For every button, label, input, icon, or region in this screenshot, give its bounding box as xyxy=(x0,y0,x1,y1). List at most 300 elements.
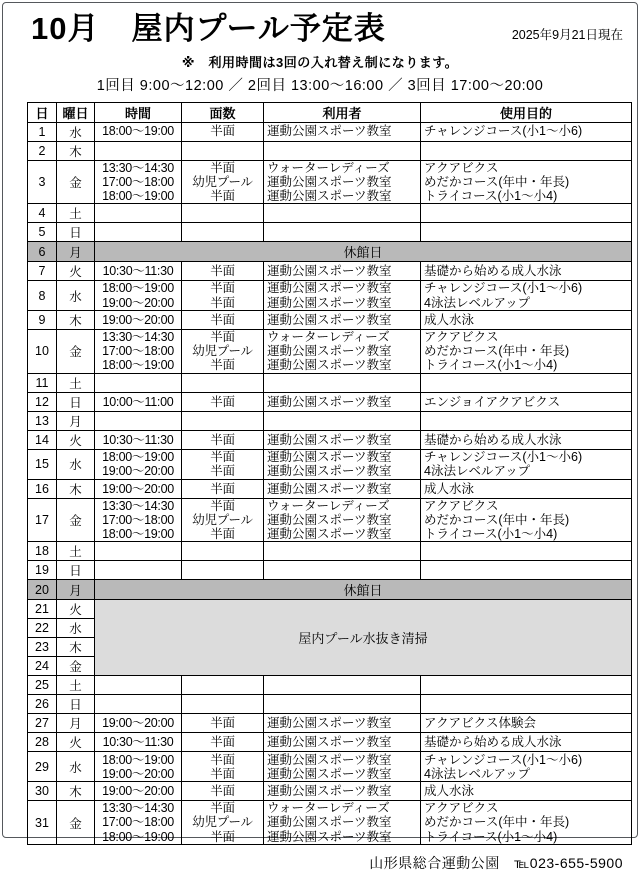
time-cell xyxy=(95,330,182,374)
weekday-cell: 水 xyxy=(57,752,95,782)
day-cell: 24 xyxy=(28,657,57,676)
user-text: 運動公園スポーツ教室 xyxy=(267,432,392,447)
user-text: 運動公園スポーツ教室 xyxy=(267,716,392,731)
table-row xyxy=(28,204,632,223)
closed-cell: 休館日 xyxy=(95,242,632,262)
time-cell xyxy=(95,695,182,714)
user-cell xyxy=(264,281,421,311)
area-cell xyxy=(182,411,264,430)
purpose-cell xyxy=(421,141,632,160)
area-text: 半面 xyxy=(210,766,235,781)
table-row xyxy=(28,676,632,695)
weekday-cell: 日 xyxy=(57,223,95,242)
user-text: 運動公園スポーツ教室 xyxy=(267,188,392,203)
purpose-cell xyxy=(421,311,632,330)
area-text: 半面 xyxy=(210,527,235,542)
time-cell xyxy=(95,449,182,479)
table-row xyxy=(28,122,632,141)
table-row xyxy=(28,411,632,430)
table-row xyxy=(28,430,632,449)
user-text: 運動公園スポーツ教室 xyxy=(267,124,392,139)
purpose-text: チャレンジコース(小1～小6) xyxy=(424,281,583,296)
area-cell xyxy=(182,801,264,845)
area-text: 幼児プール xyxy=(192,815,253,830)
purpose-text: 基礎から始める成人水泳 xyxy=(424,735,562,750)
day-cell: 25 xyxy=(28,676,57,695)
area-cell xyxy=(182,373,264,392)
area-cell xyxy=(182,392,264,411)
user-cell xyxy=(264,676,421,695)
time-text: 19:00～20:00 xyxy=(102,313,174,328)
user-cell xyxy=(264,330,421,374)
day-cell: 13 xyxy=(28,411,57,430)
area-text: 幼児プール xyxy=(192,512,253,527)
table-row xyxy=(28,223,632,242)
user-text: 運動公園スポーツ教室 xyxy=(267,784,392,799)
user-text: 運動公園スポーツ教室 xyxy=(267,281,392,296)
purpose-cell xyxy=(421,160,632,204)
table-row xyxy=(28,498,632,542)
time-text: 19:00～20:00 xyxy=(102,464,174,479)
purpose-text: 成人水泳 xyxy=(424,784,475,799)
time-text: 13:30～14:30 xyxy=(102,330,174,345)
time-text: 19:00～20:00 xyxy=(102,784,174,799)
table-row xyxy=(28,262,632,281)
purpose-cell xyxy=(421,695,632,714)
time-cell xyxy=(95,311,182,330)
time-text: 18:00～19:00 xyxy=(102,358,174,373)
day-cell: 21 xyxy=(28,600,57,619)
time-text: 17:00～18:00 xyxy=(102,344,174,359)
area-text: 半面 xyxy=(210,432,235,447)
table-row xyxy=(28,733,632,752)
table-row xyxy=(28,580,632,600)
weekday-cell: 火 xyxy=(57,600,95,619)
purpose-cell xyxy=(421,676,632,695)
area-cell xyxy=(182,714,264,733)
purpose-text: アクアビクス xyxy=(424,498,499,513)
area-cell xyxy=(182,542,264,561)
footer-contact: 山形県総合運動公園 ℡023-655-5900 xyxy=(369,854,623,871)
weekday-cell: 月 xyxy=(57,411,95,430)
header-cell: 時間 xyxy=(95,102,182,122)
weekday-cell: 月 xyxy=(57,242,95,262)
weekday-cell: 火 xyxy=(57,262,95,281)
day-cell: 30 xyxy=(28,782,57,801)
weekday-cell: 水 xyxy=(57,281,95,311)
table-row xyxy=(28,373,632,392)
table-row xyxy=(28,561,632,580)
table-row xyxy=(28,479,632,498)
time-text: 10:00～11:00 xyxy=(102,394,174,409)
weekday-cell: 木 xyxy=(57,479,95,498)
purpose-text: アクアビクス xyxy=(424,330,499,345)
user-cell xyxy=(264,392,421,411)
area-cell xyxy=(182,122,264,141)
user-cell xyxy=(264,160,421,204)
header-cell: 利用者 xyxy=(264,102,421,122)
day-cell: 31 xyxy=(28,801,57,845)
purpose-cell xyxy=(421,714,632,733)
area-cell xyxy=(182,204,264,223)
purpose-text: チャレンジコース(小1～小6) xyxy=(424,752,583,767)
purpose-cell xyxy=(421,411,632,430)
area-text: 半面 xyxy=(210,498,235,513)
day-cell: 15 xyxy=(28,449,57,479)
time-cell xyxy=(95,262,182,281)
purpose-text: トライコース(小1～小4) xyxy=(424,358,558,373)
time-cell xyxy=(95,411,182,430)
user-text: ウォーターレディーズ xyxy=(267,160,390,175)
table-row xyxy=(28,141,632,160)
area-text: 幼児プール xyxy=(192,344,253,359)
user-text: 運動公園スポーツ教室 xyxy=(267,464,392,479)
time-text: 10:30～11:30 xyxy=(102,264,174,279)
header-cell: 使用目的 xyxy=(421,102,632,122)
purpose-text: めだかコース(年中・年長) xyxy=(424,174,570,189)
user-text: 運動公園スポーツ教室 xyxy=(267,264,392,279)
time-cell xyxy=(95,430,182,449)
purpose-cell xyxy=(421,392,632,411)
time-cell xyxy=(95,733,182,752)
user-text: ウォーターレディーズ xyxy=(267,330,390,345)
purpose-text: エンジョイアクアビクス xyxy=(424,394,561,409)
time-cell xyxy=(95,498,182,542)
area-cell xyxy=(182,430,264,449)
user-cell xyxy=(264,542,421,561)
time-cell xyxy=(95,676,182,695)
time-cell xyxy=(95,281,182,311)
time-text: 18:00～19:00 xyxy=(102,124,174,139)
day-cell: 6 xyxy=(28,242,57,262)
purpose-text: 4泳法レベルアップ xyxy=(424,766,531,781)
day-cell: 11 xyxy=(28,373,57,392)
time-text: 18:00～19:00 xyxy=(102,829,174,844)
time-text: 10:30～11:30 xyxy=(102,735,174,750)
user-cell xyxy=(264,262,421,281)
session-times: 1回目 9:00～12:00 ／ 2回目 13:00～16:00 ／ 3回目 17:00～20:00 xyxy=(96,77,544,94)
user-text: 運動公園スポーツ教室 xyxy=(267,829,392,844)
day-cell: 23 xyxy=(28,638,57,657)
area-text: 半面 xyxy=(210,801,235,816)
user-cell xyxy=(264,479,421,498)
purpose-cell xyxy=(421,281,632,311)
area-text: 半面 xyxy=(210,735,235,750)
area-cell xyxy=(182,141,264,160)
area-text: 半面 xyxy=(210,313,235,328)
purpose-cell xyxy=(421,752,632,782)
day-cell: 5 xyxy=(28,223,57,242)
user-cell xyxy=(264,498,421,542)
time-cell xyxy=(95,714,182,733)
user-text: 運動公園スポーツ教室 xyxy=(267,735,392,750)
day-cell: 19 xyxy=(28,561,57,580)
time-text: 19:00～20:00 xyxy=(102,481,174,496)
time-text: 19:00～20:00 xyxy=(102,766,174,781)
weekday-cell: 水 xyxy=(57,122,95,141)
weekday-cell: 木 xyxy=(57,638,95,657)
weekday-cell: 月 xyxy=(57,714,95,733)
day-cell: 8 xyxy=(28,281,57,311)
area-cell xyxy=(182,561,264,580)
user-text: ウォーターレディーズ xyxy=(267,498,390,513)
weekday-cell: 金 xyxy=(57,498,95,542)
user-cell xyxy=(264,695,421,714)
area-cell xyxy=(182,733,264,752)
user-text: ウォーターレディーズ xyxy=(267,801,390,816)
purpose-cell xyxy=(421,330,632,374)
purpose-cell xyxy=(421,373,632,392)
area-cell xyxy=(182,498,264,542)
weekday-cell: 木 xyxy=(57,311,95,330)
weekday-cell: 木 xyxy=(57,782,95,801)
purpose-cell xyxy=(421,782,632,801)
area-text: 半面 xyxy=(210,784,235,799)
user-cell xyxy=(264,714,421,733)
purpose-cell xyxy=(421,223,632,242)
table-row xyxy=(28,600,632,619)
day-cell: 10 xyxy=(28,330,57,374)
user-text: 運動公園スポーツ教室 xyxy=(267,815,392,830)
area-text: 半面 xyxy=(210,752,235,767)
user-text: 運動公園スポーツ教室 xyxy=(267,766,392,781)
purpose-cell xyxy=(421,498,632,542)
area-cell xyxy=(182,752,264,782)
weekday-cell: 火 xyxy=(57,733,95,752)
purpose-text: トライコース(小1～小4) xyxy=(424,829,558,844)
day-cell: 16 xyxy=(28,479,57,498)
time-cell xyxy=(95,801,182,845)
table-row xyxy=(28,392,632,411)
time-cell xyxy=(95,782,182,801)
time-cell xyxy=(95,223,182,242)
weekday-cell: 木 xyxy=(57,141,95,160)
table-row xyxy=(28,281,632,311)
day-cell: 3 xyxy=(28,160,57,204)
header-cell: 日 xyxy=(28,102,57,122)
purpose-cell xyxy=(421,801,632,845)
purpose-text: チャレンジコース(小1～小6) xyxy=(424,449,583,464)
table-row xyxy=(28,782,632,801)
schedule-table xyxy=(27,102,632,845)
user-text: 運動公園スポーツ教室 xyxy=(267,481,392,496)
time-text: 17:00～18:00 xyxy=(102,512,174,527)
purpose-text: チャレンジコース(小1～小6) xyxy=(424,124,583,139)
purpose-text: アクアビクス xyxy=(424,160,499,175)
weekday-cell: 水 xyxy=(57,619,95,638)
cleaning-cell: 屋内プール水抜き清掃 xyxy=(95,600,632,676)
purpose-cell xyxy=(421,542,632,561)
header-row xyxy=(28,102,632,122)
user-cell xyxy=(264,411,421,430)
area-text: 半面 xyxy=(210,716,235,731)
time-text: 18:00～19:00 xyxy=(102,188,174,203)
day-cell: 17 xyxy=(28,498,57,542)
area-text: 半面 xyxy=(210,481,235,496)
user-text: 運動公園スポーツ教室 xyxy=(267,295,392,310)
area-text: 半面 xyxy=(210,394,235,409)
time-text: 13:30～14:30 xyxy=(102,498,174,513)
table-row xyxy=(28,311,632,330)
purpose-text: 成人水泳 xyxy=(424,313,475,328)
purpose-cell xyxy=(421,204,632,223)
time-cell xyxy=(95,392,182,411)
table-row xyxy=(28,160,632,204)
user-text: 運動公園スポーツ教室 xyxy=(267,752,392,767)
user-cell xyxy=(264,801,421,845)
time-text: 13:30～14:30 xyxy=(102,801,174,816)
user-cell xyxy=(264,122,421,141)
time-text: 18:00～19:00 xyxy=(102,449,174,464)
area-cell xyxy=(182,223,264,242)
day-cell: 29 xyxy=(28,752,57,782)
weekday-cell: 金 xyxy=(57,330,95,374)
weekday-cell: 金 xyxy=(57,657,95,676)
weekday-cell: 日 xyxy=(57,561,95,580)
title-row xyxy=(3,11,637,46)
purpose-cell xyxy=(421,733,632,752)
time-text: 17:00～18:00 xyxy=(102,174,174,189)
table-row xyxy=(28,801,632,845)
user-cell xyxy=(264,141,421,160)
user-text: 運動公園スポーツ教室 xyxy=(267,358,392,373)
weekday-cell: 月 xyxy=(57,580,95,600)
user-cell xyxy=(264,311,421,330)
purpose-cell xyxy=(421,262,632,281)
area-text: 半面 xyxy=(210,358,235,373)
purpose-cell xyxy=(421,449,632,479)
user-text: 運動公園スポーツ教室 xyxy=(267,174,392,189)
page-title: 10月 屋内プール予定表 xyxy=(31,11,386,46)
area-text: 半面 xyxy=(210,124,235,139)
weekday-cell: 土 xyxy=(57,542,95,561)
header-cell: 曜日 xyxy=(57,102,95,122)
day-cell: 2 xyxy=(28,141,57,160)
area-cell xyxy=(182,695,264,714)
area-cell xyxy=(182,479,264,498)
weekday-cell: 水 xyxy=(57,449,95,479)
weekday-cell: 土 xyxy=(57,373,95,392)
purpose-cell xyxy=(421,479,632,498)
time-cell xyxy=(95,160,182,204)
user-cell xyxy=(264,449,421,479)
area-cell xyxy=(182,782,264,801)
area-text: 半面 xyxy=(210,464,235,479)
closed-cell: 休館日 xyxy=(95,580,632,600)
time-text: 17:00～18:00 xyxy=(102,815,174,830)
area-text: 半面 xyxy=(210,449,235,464)
time-text: 18:00～19:00 xyxy=(102,527,174,542)
day-cell: 20 xyxy=(28,580,57,600)
weekday-cell: 土 xyxy=(57,676,95,695)
weekday-cell: 日 xyxy=(57,695,95,714)
purpose-text: 基礎から始める成人水泳 xyxy=(424,264,562,279)
user-text: 運動公園スポーツ教室 xyxy=(267,527,392,542)
time-text: 18:00～19:00 xyxy=(102,281,174,296)
day-cell: 1 xyxy=(28,122,57,141)
purpose-text: 4泳法レベルアップ xyxy=(424,464,531,479)
user-text: 運動公園スポーツ教室 xyxy=(267,344,392,359)
table-row xyxy=(28,695,632,714)
area-text: 半面 xyxy=(210,829,235,844)
area-text: 幼児プール xyxy=(192,174,253,189)
purpose-text: アクアビクス xyxy=(424,801,499,816)
time-cell xyxy=(95,122,182,141)
schedule-page xyxy=(2,2,638,871)
user-cell xyxy=(264,430,421,449)
purpose-cell xyxy=(421,561,632,580)
day-cell: 28 xyxy=(28,733,57,752)
table-row xyxy=(28,330,632,374)
table-row xyxy=(28,449,632,479)
weekday-cell: 土 xyxy=(57,204,95,223)
time-cell xyxy=(95,542,182,561)
user-cell xyxy=(264,204,421,223)
time-text: 19:00～20:00 xyxy=(102,295,174,310)
area-text: 半面 xyxy=(210,281,235,296)
time-text: 10:30～11:30 xyxy=(102,432,174,447)
time-cell xyxy=(95,752,182,782)
time-cell xyxy=(95,561,182,580)
area-text: 半面 xyxy=(210,330,235,345)
time-cell xyxy=(95,141,182,160)
area-cell xyxy=(182,330,264,374)
weekday-cell: 日 xyxy=(57,392,95,411)
weekday-cell: 金 xyxy=(57,160,95,204)
day-cell: 4 xyxy=(28,204,57,223)
day-cell: 7 xyxy=(28,262,57,281)
user-cell xyxy=(264,733,421,752)
day-cell: 18 xyxy=(28,542,57,561)
area-text: 半面 xyxy=(210,160,235,175)
day-cell: 9 xyxy=(28,311,57,330)
table-row xyxy=(28,542,632,561)
time-cell xyxy=(95,479,182,498)
rotation-notice: ※ 利用時間は3回の入れ替え制になります。 xyxy=(181,54,459,70)
area-cell xyxy=(182,676,264,695)
area-text: 半面 xyxy=(210,264,235,279)
schedule-table-body xyxy=(28,122,632,844)
area-cell xyxy=(182,281,264,311)
day-cell: 27 xyxy=(28,714,57,733)
table-row xyxy=(28,242,632,262)
time-text: 19:00～20:00 xyxy=(102,716,174,731)
purpose-text: トライコース(小1～小4) xyxy=(424,188,558,203)
purpose-text: めだかコース(年中・年長) xyxy=(424,815,570,830)
user-text: 運動公園スポーツ教室 xyxy=(267,449,392,464)
user-cell xyxy=(264,782,421,801)
time-cell xyxy=(95,204,182,223)
day-cell: 14 xyxy=(28,430,57,449)
area-cell xyxy=(182,311,264,330)
purpose-text: アクアビクス体験会 xyxy=(424,716,537,731)
table-row xyxy=(28,714,632,733)
area-text: 半面 xyxy=(210,295,235,310)
day-cell: 26 xyxy=(28,695,57,714)
purpose-text: めだかコース(年中・年長) xyxy=(424,344,570,359)
purpose-cell xyxy=(421,430,632,449)
purpose-cell xyxy=(421,122,632,141)
area-cell xyxy=(182,160,264,204)
as-of-date: 2025年9月21日現在 xyxy=(511,27,623,42)
weekday-cell: 金 xyxy=(57,801,95,845)
purpose-text: めだかコース(年中・年長) xyxy=(424,512,570,527)
user-cell xyxy=(264,223,421,242)
purpose-text: 成人水泳 xyxy=(424,481,475,496)
day-cell: 12 xyxy=(28,392,57,411)
user-cell xyxy=(264,752,421,782)
time-text: 13:30～14:30 xyxy=(102,160,174,175)
